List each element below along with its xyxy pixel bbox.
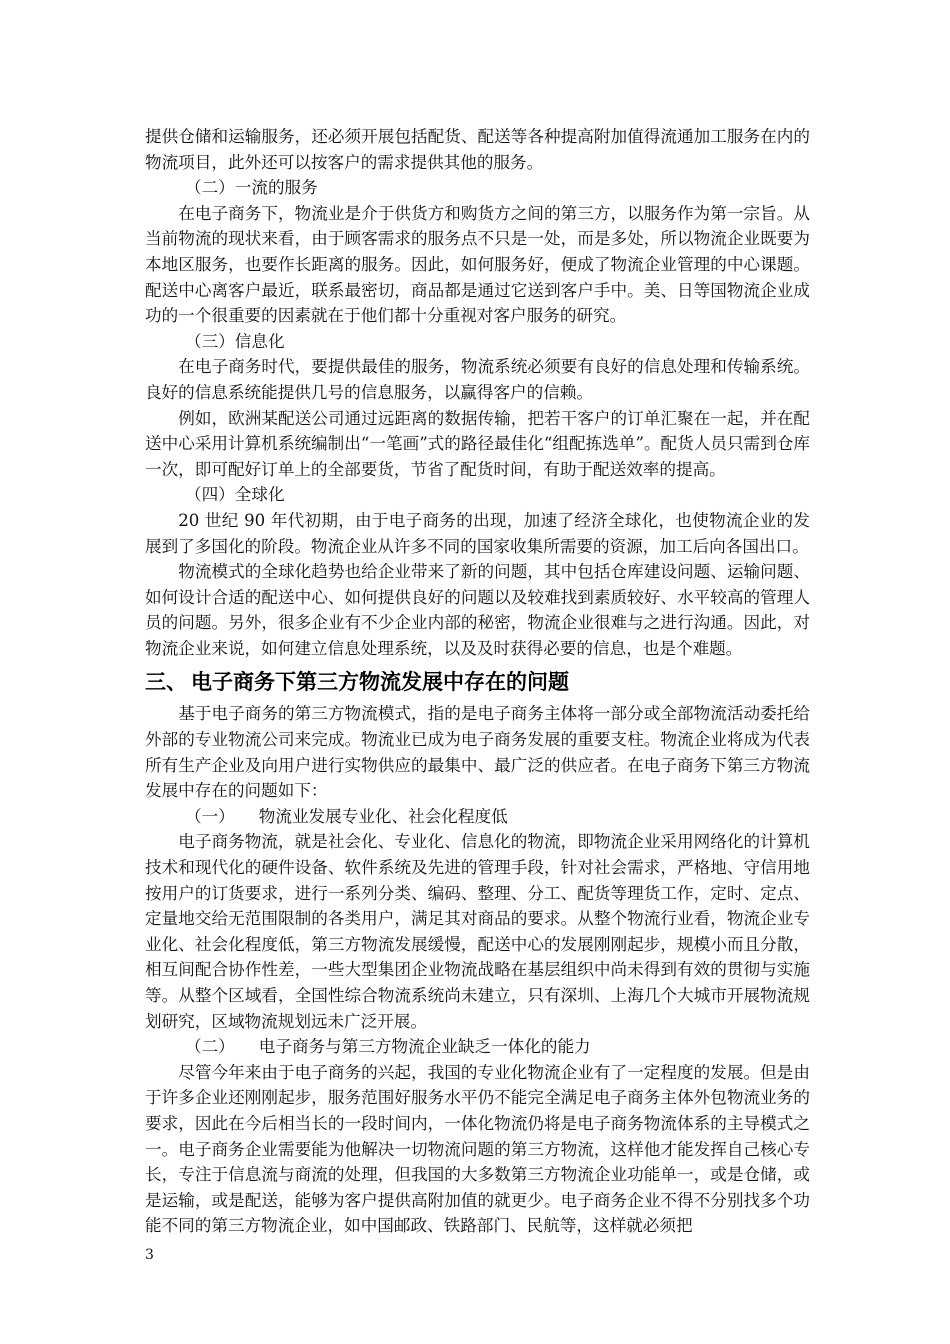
subheading-title: 物流业发展专业化、社会化程度低 [258,806,508,826]
paragraph-problem-2: 尽管今年来由于电子商务的兴起，我国的专业化物流企业有了一定程度的发展。但是由于许多企业还刚刚起步，服务范围好服务水平仍不能完全满足电子商务主体外包物流业务的要求，因此在今后相当长的一段时间内，一体化物流仍将是电子商务物流体系的主导模式之一。电子商务企业需要能为他解决一切物流问题的第三方物流，这样他才能发挥自己核心专长，专注于信息流与商流的处理，但我国的大多数第三方物流企业功能单一，或是仓储，或是运输，或是配送，能够为客户提供高附加值的就更少。电子商务企业不得不分别找多个功能不同的第三方物流企业，如中国邮政、铁路部门、民航等，这样就必须把 [145,1062,810,1236]
paragraph-informatization-2: 例如，欧洲某配送公司通过远距离的数据传输，把若干客户的订单汇聚在一起，并在配送中心采用计算机系统编制出“一笔画”式的路径最佳化“组配拣选单”。配货人员只需到仓库一次，即可配好订单上的全部要货，节省了配货时间，有助于配送效率的提高。 [145,408,810,479]
subheading-number: （一） [185,806,235,826]
subheading-globalization: （四）全球化 [185,485,285,505]
subheading-informatization: （三）信息化 [185,331,285,351]
paragraph-section-intro: 基于电子商务的第三方物流模式，指的是电子商务主体将一部分或全部物流活动委托给外部的专业物流公司来完成。物流业已成为电子商务发展的重要支柱。物流企业将成为代表所有生产企业及向用户进行实物供应的最集中、最广泛的供应者。在电子商务下第三方物流发展中存在的问题如下： [145,704,810,801]
section-number: 三、 [145,670,187,695]
paragraph-informatization-1: 在电子商务时代，要提供最佳的服务，物流系统必须要有良好的信息处理和传输系统。良好的信息系统能提供几号的信息服务，以赢得客户的信赖。 [145,357,810,402]
subheading-number: （二） [185,1037,235,1057]
paragraph-problem-1: 电子商务物流，就是社会化、专业化、信息化的物流，即物流企业采用网络化的计算机技术和现代化的硬件设备、软件系统及先进的管理手段，针对社会需求，严格地、守信用地按用户的订货要求，进行一系列分类、编码、整理、分工、配货等理货工作，定时、定点、定量地交给无范围限制的各类用户，满足其对商品的要求。从整个物流行业看，物流企业专业化、社会化程度低，第三方物流发展缓慢，配送中心的发展刚刚起步，规模小而且分散，相互间配合协作性差，一些大型集团企业物流战略在基层组织中尚未得到有效的贯彻与实施等。从整个区域看，全国性综合物流系统尚未建立，只有深圳、上海几个大城市开展物流规划研究，区域物流规划远未广泛开展。 [145,832,810,1031]
paragraph-globalization-2: 物流模式的全球化趋势也给企业带来了新的问题，其中包括仓库建设问题、运输问题、如何设计合适的配送中心、如何提供良好的问题以及较难找到素质较好、水平较高的管理人员的问题。另外，很多企业有不少企业内部的秘密，物流企业很难与之进行沟通。因此，对物流企业来说，如何建立信息处理系统，以及及时获得必要的信息，也是个难题。 [145,562,810,658]
section-heading [145,667,810,697]
page-number: 3 [145,1247,154,1263]
paragraph-continuation: 提供仓储和运输服务，还必须开展包括配货、配送等各种提高附加值得流通加工服务在内的物流项目，此外还可以按客户的需求提供其他的服务。 [145,127,810,172]
subheading-title: 电子商务与第三方物流企业缺乏一体化的能力 [258,1037,591,1057]
subheading-problem-2 [145,1034,810,1060]
page-content [145,124,810,1239]
paragraph-service: 在电子商务下，物流业是介于供货方和购货方之间的第三方，以服务作为第一宗旨。从当前物流的现状来看，由于顾客需求的服务点不只是一处，而是多处，所以物流企业既要为本地区服务，也要作长距离的服务。因此，如何服务好，便成了物流企业管理的中心课题。配送中心离客户最近，联系最密切，商品都是通过它送到客户手中。美、日等国物流企业成功的一个很重要的因素就在于他们都十分重视对客户服务的研究。 [145,203,810,326]
subheading-problem-1 [145,804,810,830]
paragraph-globalization-1: 20 世纪 90 年代初期，由于电子商务的出现，加速了经济全球化，也使物流企业的发展到了多国化的阶段。物流企业从许多不同的国家收集所需要的资源，加工后向各国出口。 [145,510,810,556]
section-title: 电子商务下第三方物流发展中存在的问题 [191,670,569,695]
subheading-service: （二）一流的服务 [185,178,318,198]
